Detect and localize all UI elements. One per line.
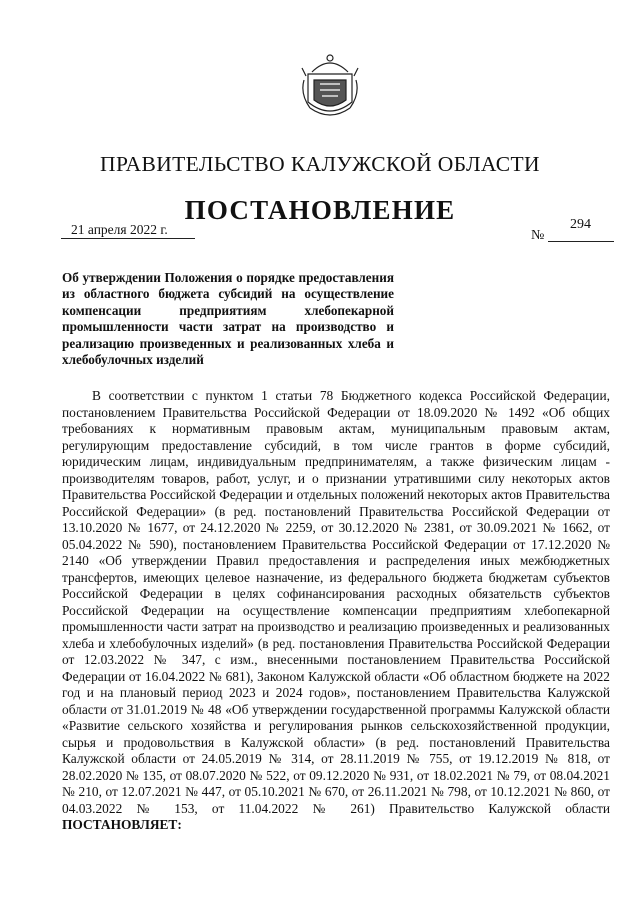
number-label: № bbox=[531, 228, 545, 243]
document-number: 294 bbox=[570, 217, 591, 232]
body-paragraph bbox=[62, 388, 610, 834]
date-underline bbox=[61, 238, 195, 239]
resolves-keyword: ПОСТАНОВЛЯЕТ: bbox=[62, 817, 182, 832]
government-title: ПРАВИТЕЛЬСТВО КАЛУЖСКОЙ ОБЛАСТИ bbox=[100, 152, 540, 176]
body-text: В соответствии с пунктом 1 статьи 78 Бюджетного кодекса Российской Федерации, постановлением Правительства Российской Федерации от 18.09.2020 № 1492 «Об общих требованиях к нормативным правовым актам, муниципальным правовым актам, регулирующим предоставление субсидий, в том числе грантов в форме субсидий, юридическим лицам, индивидуальным предпринимателям, а также физическим лицам - производителям товаров, работ, услуг, и о признании утратившими силу некоторых актов Правительства Российской Федерации и отдельных положений некоторых актов Правительства Российской Федерации» (в ред. постановлений Правительства Российской Федерации от 13.10.2020 № 1677, от 24.12.2020 № 2259, от 30.12.2020 № 2381, от 30.09.2021 № 1662, от 05.04.2022 № 590), постановлением Правительства Российской Федерации от 17.12.2020 № 2140 «Об утверждении Правил предоставления и распределения иных межбюджетных трансфертов, имеющих целевое назначение, из федерального бюджета бюджетам субъектов Российской Федерации в целях софинансирования расходных обязательств субъектов Российской Федерации на осуществление компенсации предприятиям хлебопекарной промышленности части затрат на производство и реализацию произведенных и реализованных хлеба и хлебобулочных изделий» (в ред. постановления Правительства Российской Федерации от 12.03.2022 № 347, с изм., внесенными постановлением Правительства Российской Федерации от 16.04.2022 № 681), Законом Калужской области «Об областном бюджете на 2022 год и на плановый период 2023 и 2024 годов», постановлением Правительства Калужской области от 31.01.2019 № 48 «Об утверждении государственной программы Калужской области «Развитие сельского хозяйства и регулирования рынков сельскохозяйственной продукции, сырья и продовольствия в Калужской области» (в ред. постановлений Правительства Калужской области от 24.05.2019 № 314, от 28.11.2019 № 755, от 19.12.2019 № 818, от 28.02.2020 № 135, от 08.07.2020 № 522, от 09.12.2020 № 931, от 18.02.2021 № 79, от 08.04.2021 № 210, от 12.07.2021 № 447, от 05.10.2021 № 670, от 26.11.2021 № 798, от 10.12.2021 № 860, от 04.03.2022 № 153, от 11.04.2022 № 261) Правительство Калужской области bbox=[62, 388, 610, 816]
document-subject: Об утверждении Положения о порядке предоставления из областного бюджета субсидий на осуществление компенсации предприятиям хлебопекарной промышленности части затрат на производство и реализацию произведенных и реализованных хлеба и хлебобулочных изделий bbox=[62, 270, 394, 368]
document-type-title: ПОСТАНОВЛЕНИЕ bbox=[184, 195, 456, 225]
document-date: 21 апреля 2022 г. bbox=[71, 222, 168, 237]
number-underline bbox=[548, 241, 614, 242]
coat-of-arms-icon bbox=[300, 50, 360, 122]
